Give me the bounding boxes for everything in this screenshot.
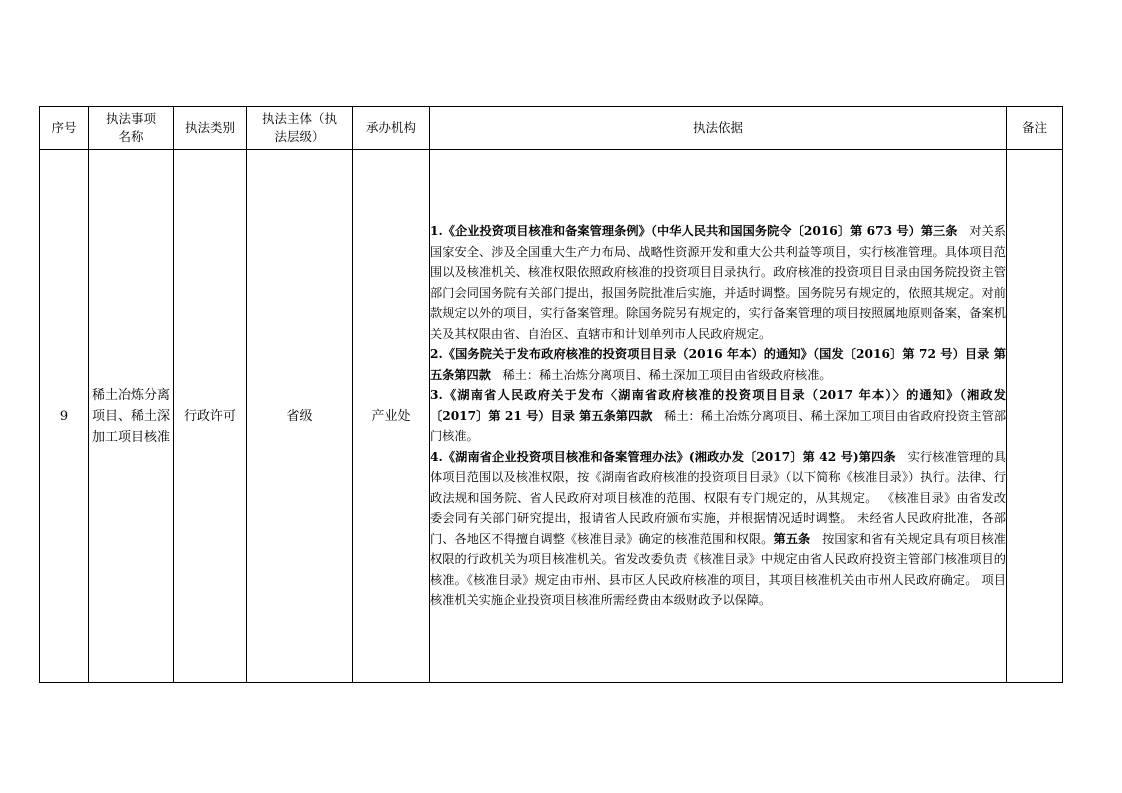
basis-clause-2-title: 2.《国务院关于发布政府核准的投资项目目录（2016 年本）的通知》（国发〔2016〕第 72 号）目录 第五条第四款: [430, 347, 1006, 382]
header-subject: [247, 107, 353, 150]
header-basis: [430, 107, 1007, 150]
header-remark: [1007, 107, 1063, 150]
header-subject-text: 执法主体（执法层级）: [261, 111, 337, 144]
basis-clause-4-title: 4.《湖南省企业投资项目核准和备案管理办法》(湘政办发〔2017〕第 42 号)第四条: [430, 449, 896, 464]
cell-category: 行政许可: [174, 150, 247, 683]
basis-clause-2-text: 稀土：稀土冶炼分离项目、稀土深加工项目由省级政府核准。: [502, 367, 832, 382]
header-item-name: [89, 107, 174, 150]
header-basis-text: 执法依据: [692, 120, 743, 135]
cell-subject: 省级: [247, 150, 353, 683]
cell-agency: 产业处: [353, 150, 430, 683]
cell-seq: 9: [40, 150, 89, 683]
basis-clause-1-title: 1.《企业投资项目核准和备案管理条例》（中华人民共和国国务院令〔2016〕第 673 号）第三条: [430, 224, 958, 239]
cell-basis: [430, 150, 1007, 683]
header-item-name-text: 执法事项名称: [105, 111, 156, 144]
header-seq-text: 序号: [51, 120, 77, 135]
cell-item-name: 稀土冶炼分离项目、稀土深加工项目核准: [89, 150, 174, 683]
header-category-text: 执法类别: [184, 120, 235, 135]
basis-clause-1-text: 对关系国家安全、涉及全国重大生产力布局、战略性资源开发和重大公共利益等项目，实行核准管理。具体项目范围以及核准机关、核准权限依照政府核准的投资项目目录执行。政府核准的投资项目目录由国务院投资主管部门会同国务院有关部门提出，报国务院批准后实施，并适时调整。国务院另有规定的，依照其规定。对前款规定以外的项目，实行备案管理。除国务院另有规定的，实行备案管理的项目按照属地原则备案，备案机关及其权限由省、自治区、直辖市和计划单列市人民政府规定。: [430, 224, 1006, 341]
header-agency: [353, 107, 430, 150]
basis-clause-2: [430, 344, 1006, 385]
basis-clause-4-text-2: 按国家和省有关规定具有项目核准权限的行政机关为项目核准机关。省发改委负责《核准目录》中规定由省人民政府投资主管部门核准项目的核准。《核准目录》规定由市州、县市区人民政府核准的项目，其项目核准机关由市州人民政府确定。 项目核准机关实施企业投资项目核准所需经费由本级财政予以保障。: [430, 531, 1006, 608]
cell-remark: [1007, 150, 1063, 683]
table-row: [40, 150, 1063, 683]
basis-clause-3-text: 稀土：稀土冶炼分离项目、稀土深加工项目由省政府投资主管部门核准。: [430, 408, 1007, 444]
basis-clause-1: [430, 221, 1006, 344]
basis-clause-4: [430, 447, 1006, 611]
basis-clause-3: [430, 385, 1006, 447]
header-category: [174, 107, 247, 150]
basis-clause-4-text: 实行核准管理的具体项目范围以及核准权限，按《湖南省政府核准的投资项目目录》（以下简称《核准目录》）执行。法律、行政法规和国务院、省人民政府对项目核准的范围、权限有专门规定的，从其规定。 《核准目录》由省发改委会同有关部门研究提出，报请省人民政府颁布实施，并根据情况适时调整。 未经省人民政府批准，各部门、各地区不得擅自调整《核准目录》确定的核准范围和权限。: [430, 449, 1007, 546]
header-row: [40, 107, 1063, 150]
header-seq: [40, 107, 89, 150]
header-agency-text: 承办机构: [365, 120, 416, 135]
basis-clause-3-title: 3.《湖南省人民政府关于发布〈湖南省政府核准的投资项目目录（2017 年本）〉的通知》（湘政发〔2017〕第 21 号）目录 第五条第四款: [430, 388, 1006, 423]
header-remark-text: 备注: [1021, 120, 1047, 135]
basis-clause-4-title-2: 第五条: [773, 531, 811, 546]
enforcement-table: [39, 106, 1063, 683]
